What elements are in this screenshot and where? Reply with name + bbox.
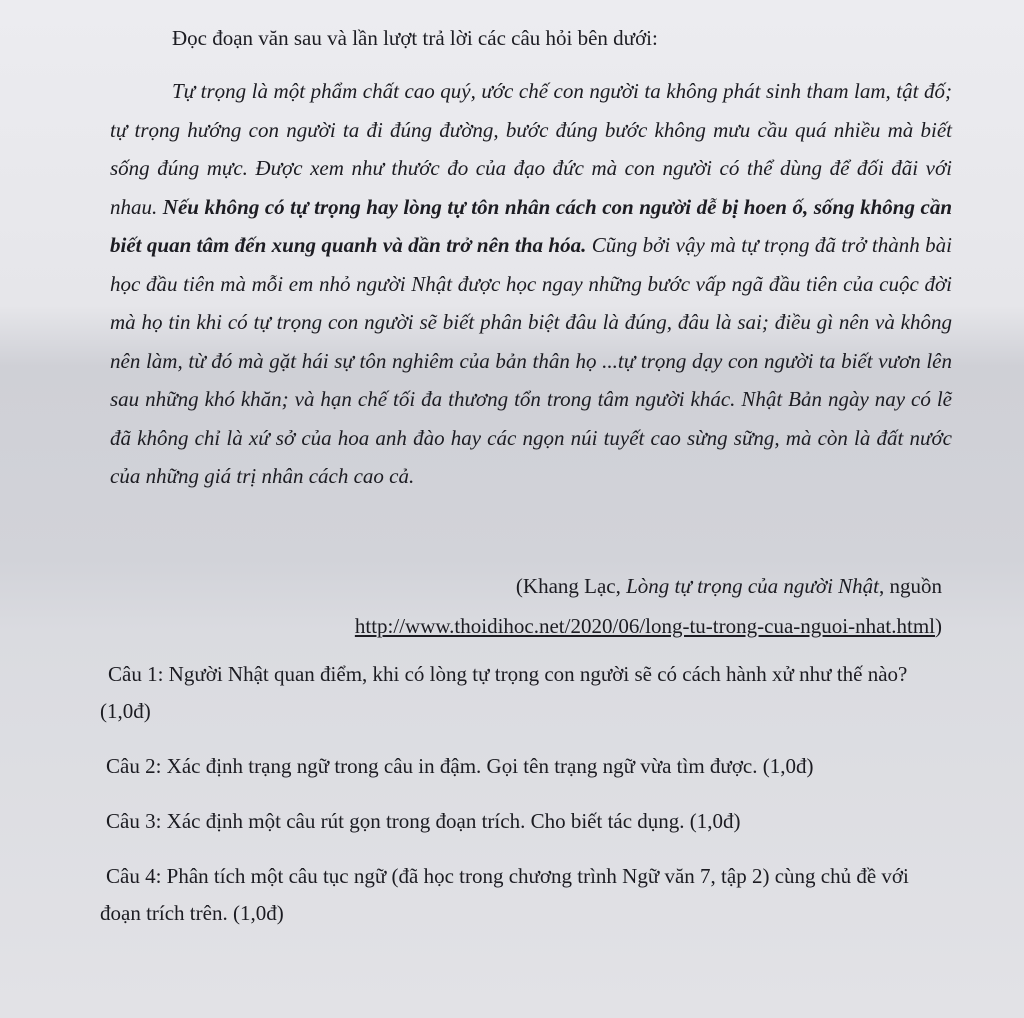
- passage-part-2: Cũng bởi vậy mà tự trọng đã trở thành bài học đầu tiên mà mỗi em nhỏ người Nhật được học ngay những bước vấp ngã đầu tiên của cuộc đời mà họ tin khi có tự trọng con người sẽ biết phân biệt đâu là đúng, đâu là sai; điều gì nên và không nên làm, từ đó mà gặt hái sự tôn nghiêm của bản thân họ ...tự trọng dạy con người ta biết vươn lên sau những khó khăn; và hạn chế tối đa thương tổn trong tâm người khác. Nhật Bản ngày nay có lẽ đã không chỉ là xứ sở của hoa anh đào hay các ngọn núi tuyết cao sừng sững, mà còn là đất nước của những giá trị nhân cách cao cả.: [110, 233, 952, 488]
- citation-close: ): [935, 614, 942, 638]
- question-1: Câu 1: Người Nhật quan điểm, khi có lòng tự trọng con người sẽ có cách hành xử như thế nào? (1,0đ): [100, 662, 908, 723]
- question-4: Câu 4: Phân tích một câu tục ngữ (đã học trong chương trình Ngữ văn 7, tập 2) cùng chủ đề với đoạn trích trên. (1,0đ): [100, 864, 909, 925]
- question-list: [100, 656, 950, 950]
- citation-line-2: [355, 606, 942, 646]
- question-2: Câu 2: Xác định trạng ngữ trong câu in đậm. Gọi tên trạng ngữ vừa tìm được. (1,0đ): [106, 754, 814, 778]
- citation-author: (Khang Lạc,: [515, 574, 627, 598]
- citation-suffix: , nguồn: [879, 574, 942, 598]
- question-3: Câu 3: Xác định một câu rút gọn trong đoạn trích. Cho biết tác dụng. (1,0đ): [106, 809, 741, 833]
- reading-passage: [110, 72, 952, 496]
- source-citation: [355, 566, 942, 646]
- source-link[interactable]: http://www.thoidihoc.net/2020/06/long-tu-trong-cua-nguoi-nhat.html: [354, 614, 935, 638]
- instruction-text: Đọc đoạn văn sau và lần lượt trả lời các câu hỏi bên dưới:: [172, 26, 658, 50]
- citation-line-1: [355, 566, 942, 606]
- passage-bold-sentence: Nếu không có tự trọng hay lòng tự tôn nhân cách con người dễ bị hoen ố, sống không cần biết quan tâm đến xung quanh và dần trở nên tha hóa.: [110, 194, 953, 257]
- citation-title: Lòng tự trọng của người Nhật: [626, 574, 879, 598]
- passage-part-1: Tự trọng là một phẩm chất cao quý, ước chế con người ta không phát sinh tham lam, tật đố; tự trọng hướng con người ta đi đúng đường, bước đúng bước không mưu cầu quá nhiều mà biết sống đúng mực. Được xem như thước đo của đạo đức mà con người có thể dùng để đối đãi với nhau.: [110, 79, 952, 219]
